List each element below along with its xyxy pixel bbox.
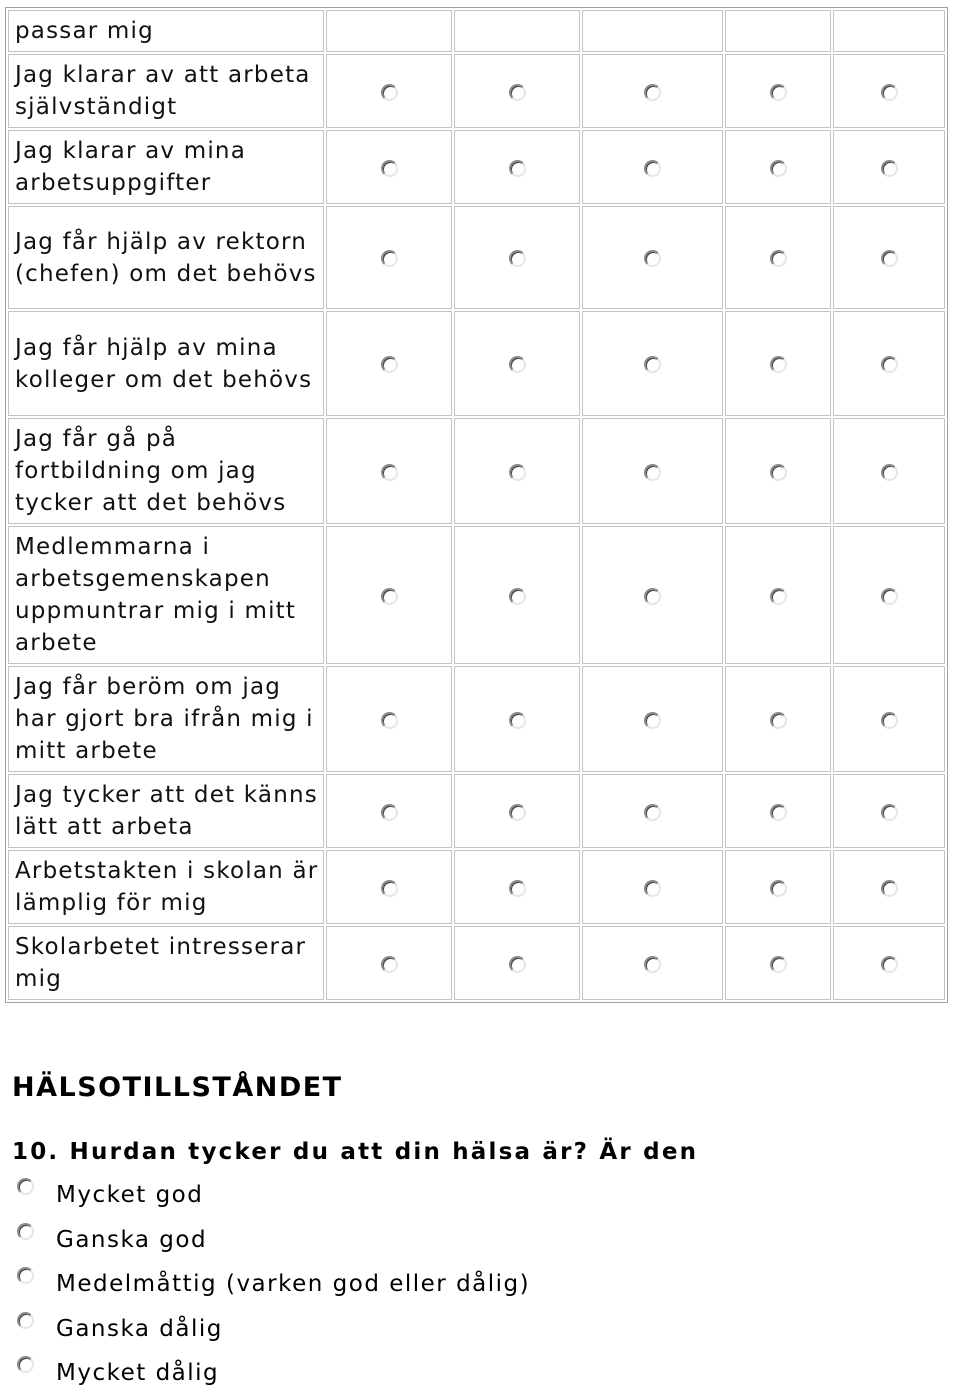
rating-radio-3[interactable] xyxy=(644,588,661,605)
rating-radio-4[interactable] xyxy=(770,464,787,481)
rating-radio-2[interactable] xyxy=(509,956,526,973)
rating-cell-5 xyxy=(833,926,945,1000)
statement-label: passar mig xyxy=(8,10,324,52)
rating-cell-4 xyxy=(725,206,831,309)
rating-cell-3 xyxy=(582,926,723,1000)
rating-cell-3 xyxy=(582,10,723,52)
rating-radio-4[interactable] xyxy=(770,956,787,973)
rating-radio-3[interactable] xyxy=(644,356,661,373)
rating-cell-5 xyxy=(833,666,945,772)
rating-cell-4 xyxy=(725,130,831,204)
rating-cell-4 xyxy=(725,666,831,772)
rating-radio-2[interactable] xyxy=(509,880,526,897)
grid-row xyxy=(8,526,945,664)
rating-radio-4[interactable] xyxy=(770,84,787,101)
rating-cell-4 xyxy=(725,418,831,524)
rating-radio-1[interactable] xyxy=(381,712,398,729)
section-heading: HÄLSOTILLSTÅNDET xyxy=(12,1072,343,1103)
rating-radio-5[interactable] xyxy=(881,464,898,481)
health-option-label: Medelmåttig (varken god eller dålig) xyxy=(56,1271,531,1298)
rating-radio-2[interactable] xyxy=(509,250,526,267)
rating-cell-5 xyxy=(833,10,945,52)
rating-radio-4[interactable] xyxy=(770,250,787,267)
rating-radio-4[interactable] xyxy=(770,880,787,897)
rating-radio-2[interactable] xyxy=(509,588,526,605)
rating-cell-2 xyxy=(454,926,580,1000)
rating-radio-3[interactable] xyxy=(644,250,661,267)
rating-cell-2 xyxy=(454,130,580,204)
rating-cell-3 xyxy=(582,850,723,924)
rating-radio-4[interactable] xyxy=(770,712,787,729)
rating-radio-5[interactable] xyxy=(881,356,898,373)
rating-cell-2 xyxy=(454,526,580,664)
rating-cell-4 xyxy=(725,926,831,1000)
statement-label: Jag klarar av att arbeta självständigt xyxy=(8,54,324,128)
rating-radio-4[interactable] xyxy=(770,160,787,177)
rating-cell-2 xyxy=(454,774,580,848)
rating-radio-4[interactable] xyxy=(770,588,787,605)
rating-cell-3 xyxy=(582,418,723,524)
health-option-label: Ganska dålig xyxy=(56,1315,223,1342)
rating-cell-1 xyxy=(326,54,452,128)
grid-row xyxy=(8,926,945,1000)
rating-cell-3 xyxy=(582,526,723,664)
statement-label: Medlemmarna i arbetsgemenskapen uppmuntrar mig i mitt arbete xyxy=(8,526,324,664)
rating-radio-3[interactable] xyxy=(644,712,661,729)
rating-radio-5[interactable] xyxy=(881,804,898,821)
rating-cell-5 xyxy=(833,850,945,924)
health-option-radio[interactable] xyxy=(17,1178,34,1195)
rating-cell-2 xyxy=(454,311,580,416)
rating-cell-1 xyxy=(326,418,452,524)
rating-radio-5[interactable] xyxy=(881,956,898,973)
rating-cell-3 xyxy=(582,54,723,128)
rating-radio-4[interactable] xyxy=(770,804,787,821)
rating-radio-4[interactable] xyxy=(770,356,787,373)
health-option-radio[interactable] xyxy=(17,1267,34,1284)
rating-cell-3 xyxy=(582,311,723,416)
rating-cell-2 xyxy=(454,418,580,524)
rating-radio-3[interactable] xyxy=(644,880,661,897)
rating-cell-1 xyxy=(326,526,452,664)
grid-row xyxy=(8,130,945,204)
rating-radio-3[interactable] xyxy=(644,804,661,821)
rating-cell-4 xyxy=(725,311,831,416)
question-title: 10. Hurdan tycker du att din hälsa är? Är den xyxy=(12,1139,699,1165)
rating-radio-5[interactable] xyxy=(881,84,898,101)
statement-label: Arbetstakten i skolan är lämplig för mig xyxy=(8,850,324,924)
rating-radio-2[interactable] xyxy=(509,804,526,821)
rating-cell-3 xyxy=(582,206,723,309)
rating-radio-5[interactable] xyxy=(881,250,898,267)
rating-radio-1[interactable] xyxy=(381,160,398,177)
rating-radio-3[interactable] xyxy=(644,956,661,973)
rating-radio-3[interactable] xyxy=(644,464,661,481)
rating-radio-1[interactable] xyxy=(381,880,398,897)
rating-cell-3 xyxy=(582,774,723,848)
rating-radio-1[interactable] xyxy=(381,956,398,973)
rating-radio-5[interactable] xyxy=(881,588,898,605)
statement-label: Jag får gå på fortbildning om jag tycker att det behövs xyxy=(8,418,324,524)
grid-row xyxy=(8,54,945,128)
health-option-radio[interactable] xyxy=(17,1312,34,1329)
statement-label: Skolarbetet intresserar mig xyxy=(8,926,324,1000)
rating-cell-3 xyxy=(582,130,723,204)
rating-cell-4 xyxy=(725,850,831,924)
rating-radio-2[interactable] xyxy=(509,712,526,729)
statement-label: Jag får hjälp av rektorn (chefen) om det behövs xyxy=(8,206,324,309)
rating-radio-1[interactable] xyxy=(381,588,398,605)
rating-radio-1[interactable] xyxy=(381,84,398,101)
health-option-label: Mycket god xyxy=(56,1182,204,1208)
health-option-radio[interactable] xyxy=(17,1223,34,1240)
rating-radio-3[interactable] xyxy=(644,160,661,177)
statement-label: Jag får hjälp av mina kolleger om det behövs xyxy=(8,311,324,416)
rating-cell-1 xyxy=(326,850,452,924)
rating-cell-2 xyxy=(454,10,580,52)
rating-radio-5[interactable] xyxy=(881,880,898,897)
grid-row xyxy=(8,774,945,848)
rating-cell-5 xyxy=(833,311,945,416)
health-option-label: Ganska god xyxy=(56,1226,208,1253)
rating-cell-1 xyxy=(326,926,452,1000)
rating-cell-4 xyxy=(725,774,831,848)
rating-cell-3 xyxy=(582,666,723,772)
grid-row xyxy=(8,206,945,309)
rating-cell-1 xyxy=(326,774,452,848)
grid-row xyxy=(8,666,945,772)
statement-label: Jag klarar av mina arbetsuppgifter xyxy=(8,130,324,204)
rating-radio-1[interactable] xyxy=(381,464,398,481)
statement-label: Jag får beröm om jag har gjort bra ifrån mig i mitt arbete xyxy=(8,666,324,772)
rating-cell-1 xyxy=(326,10,452,52)
rating-cell-4 xyxy=(725,526,831,664)
rating-cell-5 xyxy=(833,418,945,524)
grid-row xyxy=(8,311,945,416)
rating-radio-1[interactable] xyxy=(381,250,398,267)
rating-radio-5[interactable] xyxy=(881,160,898,177)
rating-radio-2[interactable] xyxy=(509,356,526,373)
grid-row xyxy=(8,10,945,52)
rating-radio-2[interactable] xyxy=(509,160,526,177)
rating-cell-1 xyxy=(326,666,452,772)
health-option-label: Mycket dålig xyxy=(56,1360,220,1387)
rating-cell-4 xyxy=(725,54,831,128)
rating-radio-1[interactable] xyxy=(381,804,398,821)
rating-cell-4 xyxy=(725,10,831,52)
rating-radio-1[interactable] xyxy=(381,356,398,373)
rating-grid-body xyxy=(8,10,945,1000)
rating-cell-5 xyxy=(833,54,945,128)
rating-cell-5 xyxy=(833,130,945,204)
rating-cell-5 xyxy=(833,206,945,309)
rating-cell-2 xyxy=(454,666,580,772)
rating-cell-1 xyxy=(326,130,452,204)
rating-cell-5 xyxy=(833,774,945,848)
rating-grid xyxy=(5,7,948,1003)
statement-label: Jag tycker att det känns lätt att arbeta xyxy=(8,774,324,848)
rating-radio-3[interactable] xyxy=(644,84,661,101)
rating-radio-5[interactable] xyxy=(881,712,898,729)
rating-cell-2 xyxy=(454,206,580,309)
rating-cell-5 xyxy=(833,526,945,664)
grid-row xyxy=(8,850,945,924)
rating-cell-2 xyxy=(454,850,580,924)
rating-radio-2[interactable] xyxy=(509,84,526,101)
rating-radio-2[interactable] xyxy=(509,464,526,481)
rating-cell-1 xyxy=(326,206,452,309)
rating-cell-2 xyxy=(454,54,580,128)
grid-row xyxy=(8,418,945,524)
rating-cell-1 xyxy=(326,311,452,416)
health-option-radio[interactable] xyxy=(17,1356,34,1373)
